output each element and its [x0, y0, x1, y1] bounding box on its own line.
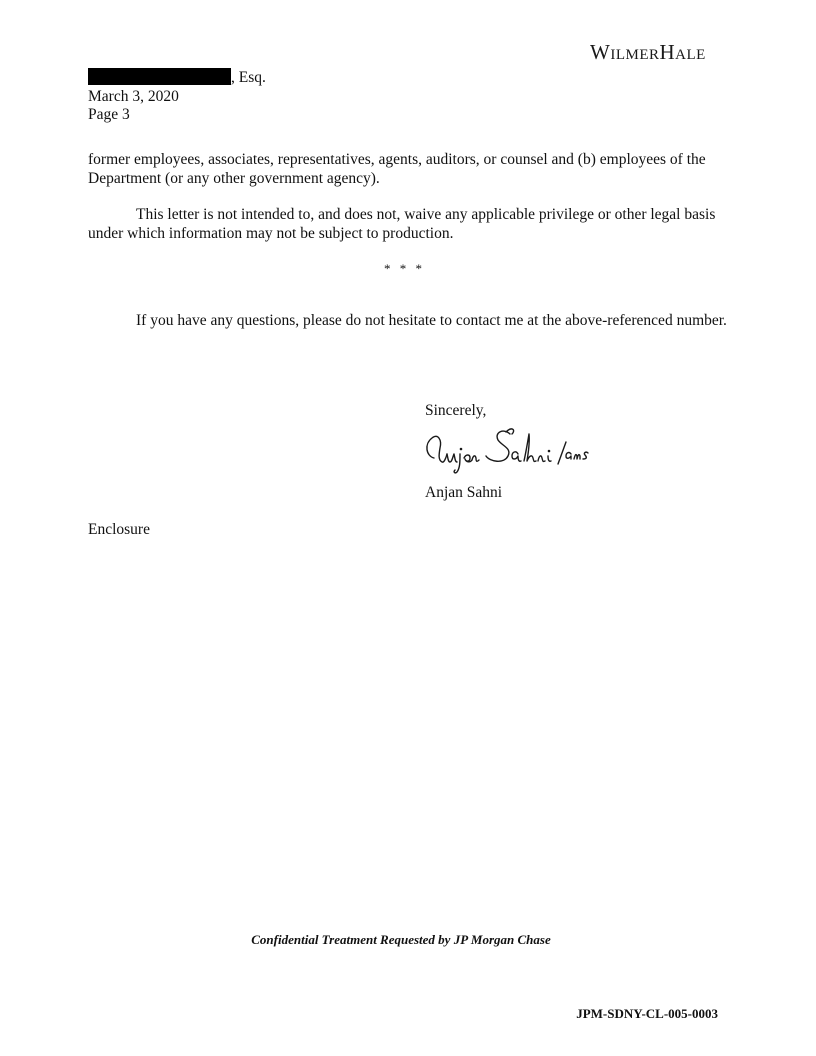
firm-logo-text: WILMERHALE: [590, 40, 706, 64]
redaction-block: [88, 68, 231, 85]
page-number: Page 3: [88, 106, 130, 123]
addressee-suffix: , Esq.: [231, 69, 266, 86]
paragraph-privilege: This letter is not intended to, and does not, waive any applicable privilege or other legal basis under which information may not be subject to production.: [88, 206, 716, 242]
signer-name: Anjan Sahni: [425, 484, 503, 501]
enclosure-label: Enclosure: [88, 521, 150, 538]
bates-number: JPM-SDNY-CL-005-0003: [576, 1006, 718, 1021]
closing-salutation: Sincerely,: [425, 402, 487, 419]
paragraph-questions: If you have any questions, please do not hesitate to contact me at the above-referenced number.: [136, 312, 727, 329]
confidential-notice: Confidential Treatment Requested by JP Morgan Chase: [251, 932, 551, 947]
paragraph-continuation: former employees, associates, representatives, agents, auditors, or counsel and (b) employees of the Department (or any other government agency).: [88, 151, 706, 187]
handwritten-signature: [420, 418, 610, 474]
letter-date: March 3, 2020: [88, 88, 179, 105]
firm-logo: [590, 40, 706, 65]
section-separator: * * *: [384, 261, 425, 276]
